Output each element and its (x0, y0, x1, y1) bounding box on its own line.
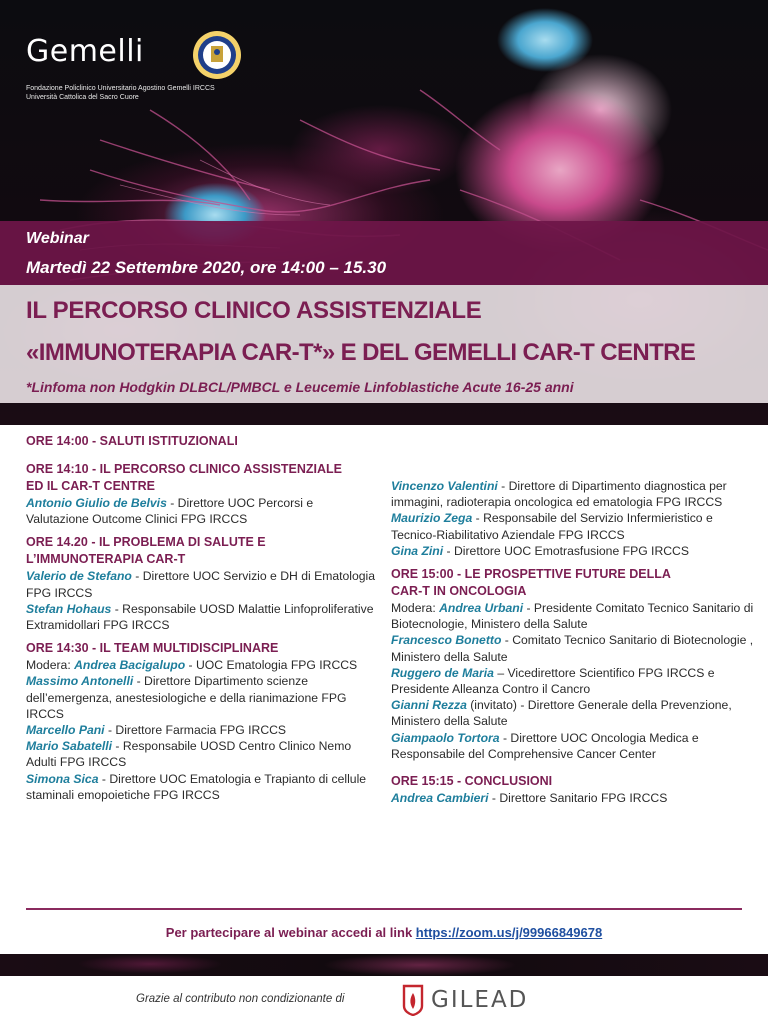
speaker-entry (391, 697, 761, 729)
speaker-entry (26, 495, 376, 527)
session-heading: ED IL CAR-T CENTRE (26, 479, 155, 493)
speaker-entry (26, 771, 376, 803)
session-heading: ORE 14:00 - SALUTI ISTITUZIONALI (26, 434, 238, 448)
speaker-name: Ruggero de Maria (391, 665, 494, 680)
institution-name (26, 84, 266, 102)
speaker-name: Simona Sica (26, 771, 99, 786)
program-right-column (391, 478, 761, 813)
hero-image (0, 0, 768, 425)
sponsor-note: Grazie al contributo non condizionante di (136, 993, 345, 1005)
speaker-name: Andrea Bacigalupo (74, 658, 186, 673)
speaker-name: Gina Zini (391, 543, 444, 558)
gemelli-logo: Gemelli (26, 34, 144, 69)
speaker-name: Andrea Urbani (439, 601, 524, 616)
speaker-role: - Direttore UOC Ematologia e Trapianto di cellule staminali emopoietiche FPG IRCCS (26, 771, 367, 802)
speaker-role: - Responsabile del Servizio Infermieristico e Tecnico-Riabilitativo Aziendale FPG IRCCS (391, 511, 713, 542)
speaker-name: Maurizio Zega (391, 511, 473, 526)
speaker-role: - UOC Ematologia FPG IRCCS (185, 658, 358, 673)
speaker-role: - Direttore Farmacia FPG IRCCS (104, 723, 287, 738)
session-heading: ORE 14:30 - IL TEAM MULTIDISCIPLINARE (26, 641, 279, 656)
event-title-line-2: «IMMUNOTERAPIA CAR-T*» E DEL GEMELLI CAR-T CENTRE (26, 339, 696, 366)
speaker-role: - Responsabile UOSD Malattie Linfoproliferative Extramidollari FPG IRCCS (26, 601, 374, 633)
speaker-entry (391, 790, 761, 806)
session-team (26, 640, 376, 803)
session-team-continued (391, 478, 761, 559)
institution-line-1: Fondazione Policlinico Universitario Agostino Gemelli IRCCS (26, 85, 215, 92)
session-prospettive (391, 566, 761, 762)
session-heading: ORE 14.20 - IL PROBLEMA DI SALUTE E (26, 535, 266, 550)
speaker-role: - Presidente Comitato Tecnico Sanitario di Biotecnologie, Ministero della Salute (391, 601, 754, 632)
speaker-role: - Direttore UOC Emotrasfusione FPG IRCCS (443, 543, 689, 558)
speaker-entry (26, 738, 376, 770)
speaker-name: Gianni Rezza (391, 698, 467, 713)
speaker-name: Andrea Cambieri (391, 791, 489, 806)
speaker-name: Valerio de Stefano (26, 569, 132, 584)
speaker-role: - Direttore UOC Servizio e DH di Ematologia FPG IRCCS (26, 569, 376, 600)
event-date: Martedì 22 Settembre 2020, ore 14:00 – 15.30 (26, 258, 387, 277)
speaker-entry (26, 601, 376, 633)
speaker-role: – Vicedirettore Scientifico FPG IRCCS e Presidente Alleanza Contro il Cancro (391, 665, 715, 697)
session-heading: ORE 14:10 - IL PERCORSO CLINICO ASSISTENZIALE (26, 462, 343, 476)
speaker-name: Mario Sabatelli (26, 739, 113, 754)
event-subtitle: *Linfoma non Hodgkin DLBCL/PMBCL e Leucemie Linfoblastiche Acute 16-25 anni (26, 379, 574, 395)
speaker-entry (391, 510, 761, 542)
speaker-entry (26, 722, 376, 738)
event-type: Webinar (26, 230, 89, 247)
moderator-entry (391, 600, 761, 632)
speaker-name: Giampaolo Tortora (391, 730, 500, 745)
session-heading: ORE 15:15 - CONCLUSIONI (391, 774, 553, 789)
speaker-role: - Direttore di Dipartimento diagnostica per immagini, radioterapia oncologica ed ematologia FPG IRCCS (391, 479, 727, 510)
speaker-entry (26, 673, 376, 722)
speaker-name: Marcello Pani (26, 723, 105, 738)
gilead-logo-icon (400, 984, 426, 1016)
speaker-entry (391, 730, 761, 762)
session-heading: CAR-T IN ONCOLOGIA (391, 584, 527, 599)
speaker-role: - Responsabile UOSD Centro Clinico Nemo Adulti FPG IRCCS (26, 739, 352, 770)
speaker-entry (391, 665, 761, 697)
speaker-role: - Comitato Tecnico Sanitario di Biotecnologie , Ministero della Salute (391, 633, 754, 664)
speaker-name: Vincenzo Valentini (391, 479, 498, 493)
participation-text: Per partecipare al webinar accedi al link (165, 925, 416, 940)
session-saluti (26, 433, 376, 450)
speaker-role: - Direttore Sanitario FPG IRCCS (488, 791, 668, 806)
footer-image-strip (0, 954, 768, 976)
sponsor-logo-text: GILEAD (431, 987, 529, 1013)
session-car-t-centre (26, 461, 376, 527)
speaker-role: - Direttore UOC Oncologia Medica e Responsabile del Comprehensive Cancer Center (391, 730, 699, 761)
moderator-prefix: Modera: (26, 658, 75, 673)
participation-line (0, 925, 768, 940)
speaker-entry (391, 478, 761, 510)
speaker-name: Massimo Antonelli (26, 674, 134, 689)
speaker-role: - Direttore Dipartimento scienze dell’emergenza, anestesiologiche e della rianimazione FPG IRCCS (26, 674, 347, 721)
speaker-role: (invitato) - Direttore Generale della Prevenzione, Ministero della Salute (391, 698, 732, 729)
speaker-role: - Direttore UOC Percorsi e Valutazione Outcome Clinici FPG IRCCS (26, 496, 314, 527)
session-conclusioni (391, 773, 761, 806)
university-crest-icon (192, 30, 242, 80)
speaker-name: Francesco Bonetto (391, 633, 502, 648)
zoom-link[interactable]: https://zoom.us/j/99966849678 (415, 925, 603, 940)
event-title-line-1: IL PERCORSO CLINICO ASSISTENZIALE (26, 297, 482, 324)
speaker-entry (26, 568, 376, 600)
speaker-entry (391, 543, 761, 559)
institution-line-2: Università Cattolica del Sacro Cuore (26, 94, 139, 101)
speaker-name: Antonio Giulio de Belvis (26, 496, 167, 510)
session-problema-salute (26, 534, 376, 633)
speaker-name: Stefan Hohaus (26, 601, 112, 616)
moderator-prefix: Modera: (391, 601, 440, 616)
speaker-entry (391, 632, 761, 664)
moderator-entry (26, 657, 376, 673)
section-divider (26, 908, 742, 910)
session-heading: ORE 15:00 - LE PROSPETTIVE FUTURE DELLA (391, 567, 671, 582)
program-left-column (26, 433, 376, 810)
session-heading: L’IMMUNOTERAPIA CAR-T (26, 552, 186, 567)
